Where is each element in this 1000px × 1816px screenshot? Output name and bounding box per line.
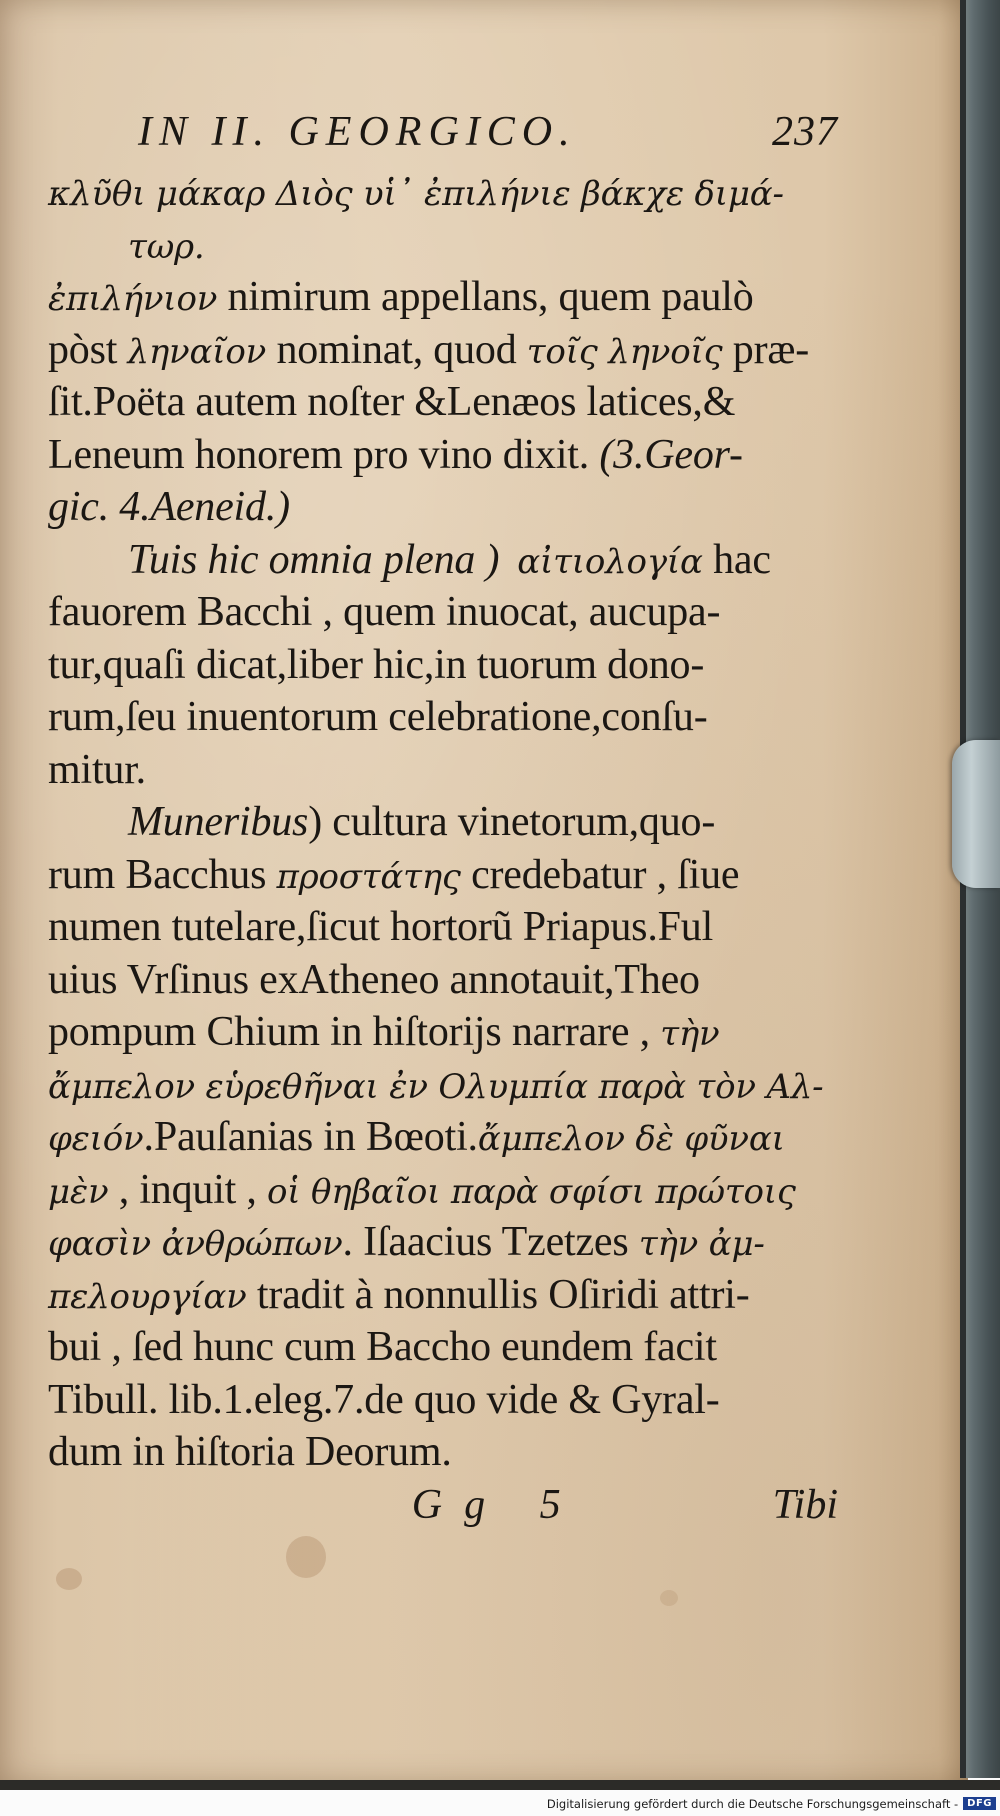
greek-text: κλῦθι μάκαρ Διὸς υἱ᾽ ἐπιλήνιε βάκχε διμά- <box>48 174 784 214</box>
credit-text: Digitalisierung gefördert durch die Deutsche Forschungsgemeinschaft - <box>546 1796 959 1811</box>
dfg-logo: DFG <box>963 1797 996 1810</box>
greek-text: ἐπιλήνιον <box>48 279 218 319</box>
text-line <box>48 1006 838 1059</box>
greek-text: ἄμπελον εὑρεθῆναι ἐν Ολυμπία παρὰ τὸν Αλ- <box>48 1066 824 1107</box>
text-block <box>48 166 838 1479</box>
greek-text: προστάτης <box>276 856 461 897</box>
latin-text: bui , ſed hunc cum Baccho eundem facit <box>48 1324 717 1370</box>
text-line <box>48 1164 838 1217</box>
text-line <box>48 744 838 797</box>
text-line <box>48 796 838 849</box>
text-line <box>48 324 838 377</box>
catchword: Tibi <box>772 1481 838 1528</box>
latin-text: credebatur , ſiue <box>460 851 740 898</box>
greek-text: τὴν <box>660 1014 720 1054</box>
page-footer <box>48 1481 838 1533</box>
text-line <box>48 1111 838 1164</box>
latin-text: ſit.Poëta autem noſter &Lenæos latices,& <box>48 379 736 425</box>
citation-text: gic. 4.Aeneid.) <box>48 484 290 530</box>
page-number: 237 <box>772 109 838 155</box>
running-title: IN II. GEORGICO. <box>138 109 577 155</box>
latin-text: pòst <box>48 326 128 373</box>
book-clasp <box>952 740 1000 888</box>
latin-text: mitur. <box>48 746 146 793</box>
text-line <box>48 1426 838 1479</box>
latin-text: ) cultura vinetorum,quo- <box>308 799 716 845</box>
text-line <box>48 1374 838 1427</box>
greek-text: οἱ θηβαῖοι παρὰ σφίσι πρώτοις <box>267 1171 796 1212</box>
running-header <box>138 108 838 164</box>
greek-text: φασὶν ἀνθρώπων <box>48 1224 343 1264</box>
latin-text: nominat, quod <box>266 326 527 373</box>
greek-text: πελουργίαν <box>48 1276 247 1317</box>
greek-text: τοῖς ληνοῖς <box>526 331 723 372</box>
text-line <box>48 481 838 534</box>
latin-text: rum Bacchus <box>48 851 277 898</box>
greek-text: τὴν ἀμ- <box>638 1224 765 1264</box>
latin-text: tur,quaſi dicat,liber hic,in tuorum dono- <box>48 641 705 688</box>
text-line <box>48 429 838 482</box>
latin-text: fauorem Bacchi , quem inuocat, aucupa- <box>48 589 721 635</box>
latin-text: numen tutelare,ſicut hortorũ Priapus.Ful <box>48 904 714 950</box>
latin-text: hac <box>702 536 771 583</box>
text-line <box>48 849 838 902</box>
page-bottom-edge <box>0 1780 1000 1790</box>
greek-text: μὲν <box>48 1171 109 1212</box>
foxing-stain <box>660 1590 678 1606</box>
latin-text: Tibull. lib.1.eleg.7.de quo vide & Gyral- <box>48 1376 720 1423</box>
text-line <box>48 376 838 429</box>
latin-text: nimirum appellans, quem paulò <box>217 274 754 320</box>
greek-text: ἄμπελον δὲ φῦναι <box>477 1119 785 1159</box>
latin-text: , inquit , <box>108 1166 268 1213</box>
foxing-stain <box>286 1536 326 1578</box>
latin-text: præ- <box>722 326 809 373</box>
text-line <box>48 691 838 744</box>
page-text <box>48 108 838 1533</box>
latin-text: uius Vrſinus exAtheneo annotauit,Theo <box>48 956 700 1003</box>
latin-text: . Iſaacius Tzetzes <box>342 1219 639 1265</box>
text-line <box>48 586 838 639</box>
text-line <box>48 1059 838 1112</box>
text-line <box>48 271 838 324</box>
greek-text: τωρ. <box>128 226 205 267</box>
text-line <box>48 166 838 219</box>
book-cover-edge <box>960 0 1000 1778</box>
digitization-credit <box>547 1795 996 1812</box>
latin-text: dum in hiſtoria Deorum. <box>48 1429 452 1475</box>
latin-text: pompum Chium in hiſtorijs narrare , <box>48 1009 661 1055</box>
latin-text: Leneum honorem pro vino dixit. <box>48 431 600 478</box>
text-line <box>48 954 838 1007</box>
text-line <box>48 901 838 954</box>
foxing-stain <box>56 1568 82 1590</box>
text-line <box>48 1321 838 1374</box>
lemma-text: Muneribus <box>128 799 309 845</box>
latin-text: rum,ſeu inuentorum celebratione,conſu- <box>48 694 708 740</box>
signature-mark: Gg 5 <box>411 1481 583 1528</box>
text-line <box>48 219 838 272</box>
latin-text: .Pauſanias in Bœoti. <box>143 1114 478 1160</box>
latin-text: tradit à nonnullis Oſiridi attri- <box>246 1271 750 1318</box>
citation-text: (3.Geor- <box>599 431 743 478</box>
greek-text: φειόν <box>48 1119 144 1159</box>
greek-text: ληναῖον <box>127 331 267 372</box>
text-line <box>48 1216 838 1269</box>
text-line <box>48 534 838 587</box>
text-line <box>48 1269 838 1322</box>
text-line <box>48 639 838 692</box>
cover-rim <box>960 0 966 1778</box>
lemma-text: Tuis hic omnia plena ) <box>128 536 500 583</box>
greek-text: αἰτιολογία <box>517 541 703 582</box>
